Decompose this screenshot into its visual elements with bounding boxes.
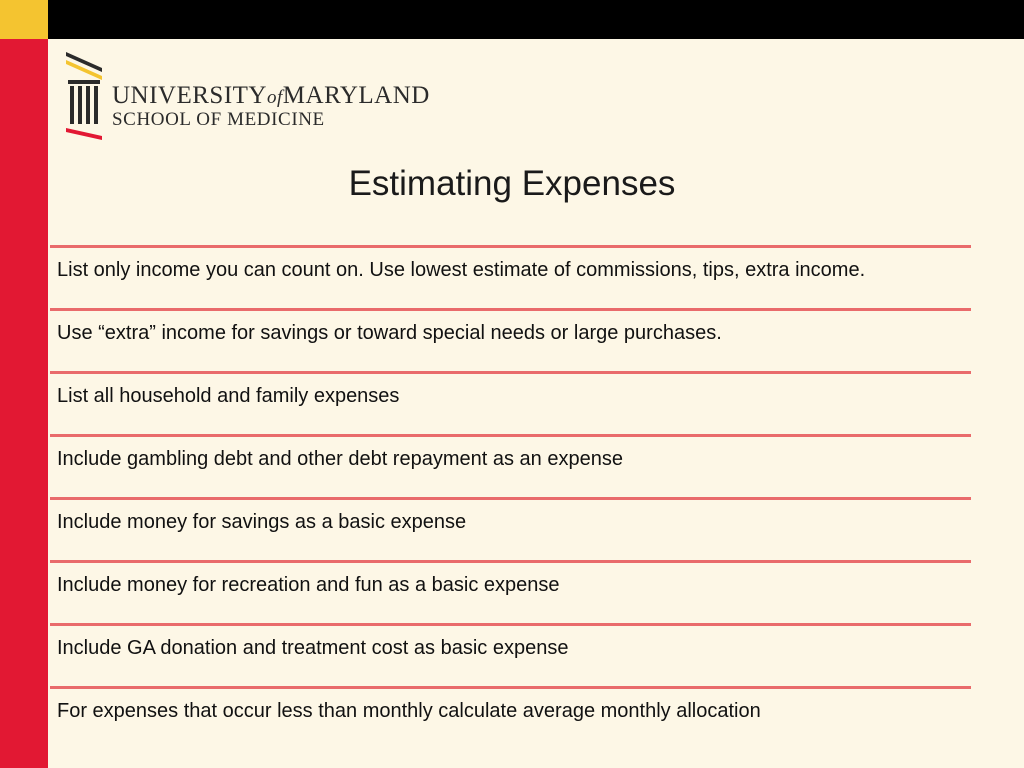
slide-title: Estimating Expenses bbox=[348, 164, 676, 203]
list-item: List only income you can count on. Use lowest estimate of commissions, tips, extra income. bbox=[50, 245, 971, 308]
logo-university-text: UNIVERSITYofMARYLAND bbox=[112, 82, 430, 109]
list-item: Include money for savings as a basic expense bbox=[50, 497, 971, 560]
list-item: Include GA donation and treatment cost as basic expense bbox=[50, 623, 971, 686]
left-accent-bar bbox=[0, 39, 48, 768]
logo-school-text: SCHOOL OF MEDICINE bbox=[112, 109, 325, 130]
university-logo bbox=[62, 50, 430, 142]
list-item: List all household and family expenses bbox=[50, 371, 971, 434]
list-item: Include money for recreation and fun as a basic expense bbox=[50, 560, 971, 623]
expense-list bbox=[50, 245, 971, 749]
list-item: For expenses that occur less than monthly calculate average monthly allocation bbox=[50, 686, 971, 749]
top-bar bbox=[0, 0, 1024, 39]
list-item: Use “extra” income for savings or toward special needs or large purchases. bbox=[50, 308, 971, 371]
dome-icon bbox=[62, 50, 106, 142]
corner-gold-block bbox=[0, 0, 48, 39]
list-item: Include gambling debt and other debt repayment as an expense bbox=[50, 434, 971, 497]
